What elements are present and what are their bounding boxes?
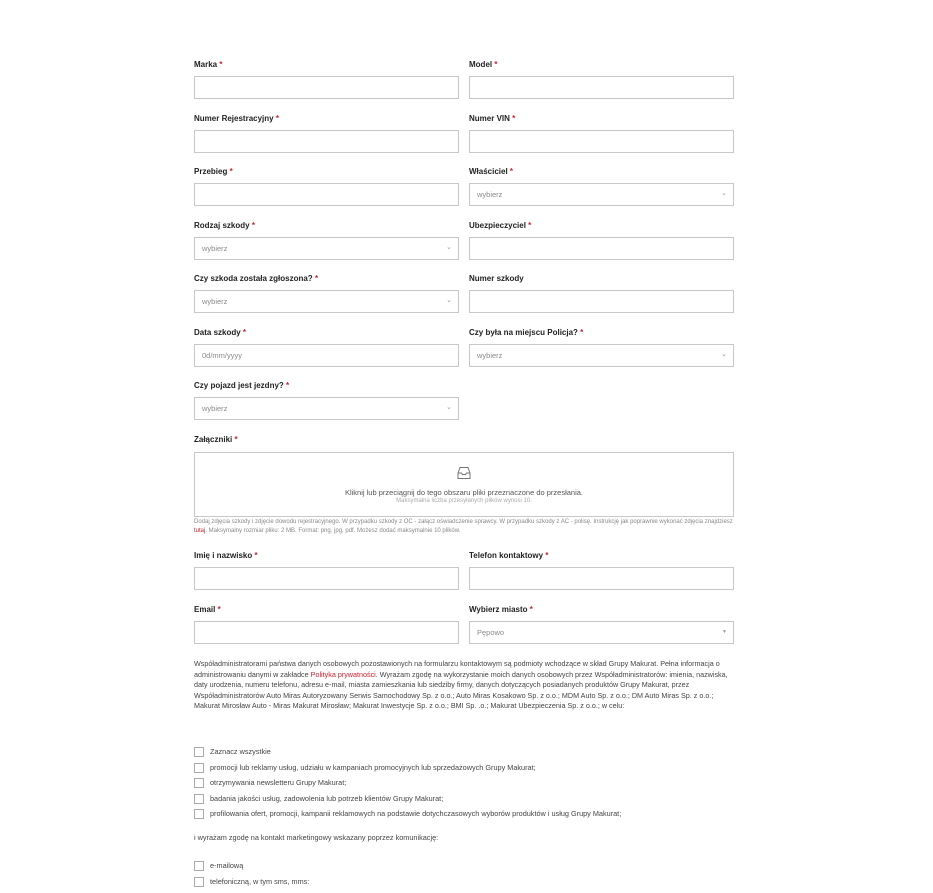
marketing-contact-text: i wyrażam zgodę na kontakt marketingowy wskazany poprzez komunikację:: [194, 833, 439, 842]
field-label: Telefon kontaktowy *: [469, 551, 549, 560]
privacy-policy-link[interactable]: Polityka prywatności: [310, 669, 376, 679]
field-label: Właściciel *: [469, 167, 514, 176]
field-przebieg: [194, 167, 459, 177]
field-label: Czy pojazd jest jezdny? *: [194, 381, 290, 390]
consent-text: Współadministratorami państwa danych osobowych pozostawionych na formularzu kontaktowym są podmioty wchodzące w skład Grupy Makurat. Pełna informacja o administrowaniu danymi w zakładce Polityka prywatności. Wyrażam zgodę na wykorzystanie moich danych osobowych przez Współadministratorów: imienia, nazwiska, daty urodzenia, numeru telefonu, adresu e-mail, miasta zamieszkania lub siedziby firmy, danych dotyczących posiadanych produktów Grupy Makurat, przez Współadministratorów Auto Miras Autoryzowany Serwis Samochodowy Sp. z o.o.; Auto Miras Kosakowo Sp. z o.o.; MDM Auto Sp. z o.o.; DM Auto Miras Sp. z o.o.; Makurat Mirosław Auto - Miras Makurat Mirosław; Makurat Inwestycje Sp. z o.o.; BMI Sp. .o.; Makurat Ubezpieczenia Sp. z o.o.; w celu:: [194, 659, 728, 710]
select-value: wybierz: [202, 297, 228, 306]
checkbox-promotion[interactable]: promocji lub reklamy usług, udziału w kampaniach promocyjnych lub sprzedażowych Grupy Makurat;: [194, 762, 536, 773]
checkbox-profiling[interactable]: profilowania ofert, promocji, kampanii reklamowych na podstawie dotychczasowych wyborów produktów i usług Grupy Makurat;: [194, 808, 621, 819]
field-label: Czy była na miejscu Policja? *: [469, 328, 584, 337]
checkbox[interactable]: [194, 778, 204, 788]
date-placeholder: 0d/mm/yyyy: [202, 351, 243, 360]
chevron-down-icon: ⌄: [446, 297, 452, 304]
field-policja: [469, 328, 734, 360]
vin-input[interactable]: [469, 130, 734, 153]
field-email: [194, 605, 459, 615]
checkbox[interactable]: [194, 747, 204, 757]
model-input[interactable]: [469, 76, 734, 99]
claim-reported-select[interactable]: [194, 290, 459, 313]
dropzone-limit: Maksymalna liczba przesyłanych plików wynosi 10.: [396, 498, 532, 504]
owner-select[interactable]: [469, 183, 734, 206]
attachments-hint: Dodaj zdjęcia szkody i zdjęcie dowodu rejestracyjnego. W przypadku szkody z OC - załącz oświadczenie sprawcy. W przypadku szkody z AC - polisę. Instrukcję jak poprawnie wykonać zdjęcia znajdziesz tutaj. Maksymalny rozmiar pliku: 2 MB. Format: png, jpg, pdf. Możesz dodać maksymalnie 10 plików.: [194, 519, 733, 534]
field-imie-nazwisko: [194, 551, 459, 561]
phone-input[interactable]: [469, 567, 734, 590]
claim-number-input[interactable]: [469, 290, 734, 313]
field-jezdny: [194, 381, 459, 413]
field-label: Przebieg *: [194, 167, 233, 176]
chevron-down-icon: ⌄: [446, 244, 452, 251]
field-label: Ubezpieczyciel *: [469, 221, 532, 230]
chevron-down-icon: ⌄: [721, 351, 727, 358]
field-ubezpieczyciel: [469, 221, 734, 231]
field-label: Wybierz miasto *: [469, 605, 533, 614]
instructions-link[interactable]: tutaj: [194, 527, 206, 534]
field-numer-szkody: [469, 274, 734, 284]
field-miasto: [469, 605, 734, 637]
field-rodzaj-szkody: [194, 221, 459, 253]
drivable-select[interactable]: [194, 397, 459, 420]
checkbox-email-channel[interactable]: e-mailową: [194, 860, 243, 871]
select-value: wybierz: [477, 190, 503, 199]
field-label: Marka *: [194, 60, 223, 69]
checkbox-newsletter[interactable]: otrzymywania newsletteru Grupy Makurat;: [194, 777, 346, 788]
damage-type-select[interactable]: [194, 237, 459, 260]
field-data-szkody: [194, 328, 459, 360]
police-select[interactable]: [469, 344, 734, 367]
city-select[interactable]: [469, 621, 734, 644]
field-wlasciciel: [469, 167, 734, 199]
field-label: Numer Rejestracyjny *: [194, 114, 279, 123]
field-label: Czy szkoda została zgłoszona? *: [194, 274, 319, 283]
checkbox[interactable]: [194, 794, 204, 804]
field-model: [469, 60, 734, 70]
email-input[interactable]: [194, 621, 459, 644]
file-dropzone[interactable]: [194, 452, 734, 517]
field-label: Data szkody *: [194, 328, 247, 337]
field-numer-rejestracyjny: [194, 114, 459, 124]
checkbox[interactable]: [194, 877, 204, 887]
chevron-down-icon: ⌄: [721, 190, 727, 197]
select-value: wybierz: [202, 244, 228, 253]
registration-number-input[interactable]: [194, 130, 459, 153]
checkbox[interactable]: [194, 861, 204, 871]
checkbox-phone-channel[interactable]: telefoniczną, w tym sms, mms:: [194, 876, 309, 887]
damage-date-input[interactable]: [194, 344, 459, 367]
checkbox-select-all[interactable]: Zaznacz wszystkie: [194, 746, 271, 757]
field-label: Model *: [469, 60, 498, 69]
chevron-down-icon: ⌄: [446, 404, 452, 411]
checkbox[interactable]: [194, 763, 204, 773]
name-input[interactable]: [194, 567, 459, 590]
select-value: wybierz: [202, 404, 228, 413]
dropzone-text: Kliknij lub przeciągnij do tego obszaru pliki przeznaczone do przesłania.: [344, 488, 584, 497]
inbox-icon: [457, 466, 471, 480]
select-value: Pępowo: [477, 628, 505, 637]
field-label: Numer VIN *: [469, 114, 516, 123]
field-marka: [194, 60, 459, 70]
field-label: Rodzaj szkody *: [194, 221, 255, 230]
field-label: Numer szkody: [469, 274, 524, 283]
field-vin: [469, 114, 734, 124]
select-value: wybierz: [477, 351, 503, 360]
checkbox[interactable]: [194, 809, 204, 819]
mileage-input[interactable]: [194, 183, 459, 206]
chevron-down-icon: ▼: [722, 629, 727, 635]
insurer-input[interactable]: [469, 237, 734, 260]
field-zgloszona: [194, 274, 459, 306]
attachments-label: Załączniki *: [194, 435, 238, 444]
field-telefon: [469, 551, 734, 561]
field-label: Imię i nazwisko *: [194, 551, 258, 560]
checkbox-quality-research[interactable]: badania jakości usług, zadowolenia lub potrzeb klientów Grupy Makurat;: [194, 793, 443, 804]
marka-input[interactable]: [194, 76, 459, 99]
field-label: Email *: [194, 605, 221, 614]
